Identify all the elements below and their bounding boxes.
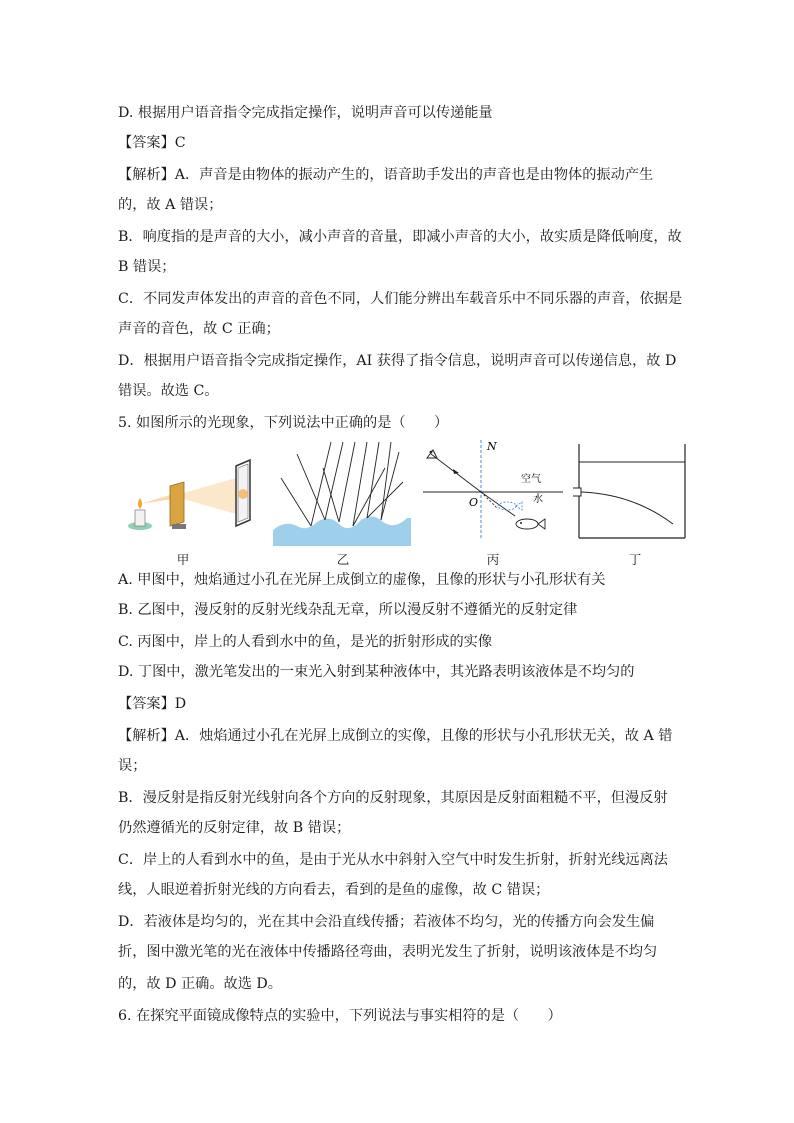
text-line: B．响度指的是声音的大小，减小声音的音量，即减小声音的大小，故实质是降低响度，故 [118,229,682,245]
label-origin: O [469,496,479,509]
caption-ding: 丁 [628,552,642,567]
figure-ding-laser-liquid [573,438,698,548]
question-5-figures [118,438,698,568]
text-line: 误； [118,758,147,774]
question-6-stem: 6. 在探究平面镜成像特点的实验中，下列说法与事实相符的是（ ） [118,1008,562,1024]
text-line-1: D. 根据用户语音指令完成指定操作，说明声音可以传递能量 [118,105,493,121]
text-line: C．岸上的人看到水中的鱼，是由于光从水中斜射入空气中时发生折射，折射光线远离法 [118,852,668,868]
text-line: 线，人眼逆着折射光线的方向看去，看到的是鱼的虚像，故 C 错误； [118,882,550,898]
answer-line-5: 【答案】D [118,696,187,712]
text-line: D．若液体是均匀的，光在其中会沿直线传播；若液体不均匀，光的传播方向会发生偏 [118,914,655,930]
label-air: 空气 [521,474,541,485]
text-line: 仍然遵循光的反射定律，故 B 错误； [118,820,351,836]
label-normal: N [487,440,497,453]
text-line: B 错误； [118,259,176,275]
analysis-line: 【解析】A．声音是由物体的振动产生的，语音助手发出的声音也是由物体的振动产生 [118,167,654,183]
figure-yi-diffuse-reflection [273,438,413,548]
caption-bing: 丙 [486,552,500,567]
caption-jia: 甲 [176,552,190,567]
option-d: D. 丁图中，激光笔发出的一束光入射到某种液体中，其光路表明该液体是不均匀的 [118,664,635,680]
option-a: A. 甲图中，烛焰通过小孔在光屏上成倒立的虚像，且像的形状与小孔形状有关 [118,572,606,588]
figure-bing-refraction [423,438,563,548]
text-line: D．根据用户语音指令完成指定操作，AI 获得了指令信息，说明声音可以传递信息，故 D [118,353,677,369]
option-c: C. 丙图中，岸上的人看到水中的鱼，是光的折射形成的实像 [118,634,493,650]
text-line: 折，图中激光笔的光在液体中传播路径弯曲，表明光发生了折射，说明该液体是不均匀 [118,944,658,960]
text-line: 错误。故选 C。 [118,383,219,399]
question-5-stem: 5. 如图所示的光现象，下列说法中正确的是（ ） [118,415,449,431]
text-line: B．漫反射是指反射光线射向各个方向的反射现象，其原因是反射面粗糙不平，但漫反射 [118,790,668,806]
text-line: 的，故 D 正确。故选 D。 [118,976,282,992]
answer-line-4: 【答案】C [118,135,186,151]
option-b: B. 乙图中，漫反射的反射光线杂乱无章，所以漫反射不遵循光的反射定律 [118,602,578,618]
analysis-line: 【解析】A．烛焰通过小孔在光屏上成倒立的实像，且像的形状与小孔形状无关，故 A 错 [118,728,673,744]
caption-yi: 乙 [336,552,350,567]
text-line: 声音的音色，故 C 正确； [118,321,280,337]
text-line: 的，故 A 错误； [118,197,223,213]
text-line: C．不同发声体发出的声音的音色不同，人们能分辨出车载音乐中不同乐器的声音，依据是 [118,291,683,307]
label-water: 水 [533,494,543,505]
figure-jia-pinhole [118,438,258,548]
